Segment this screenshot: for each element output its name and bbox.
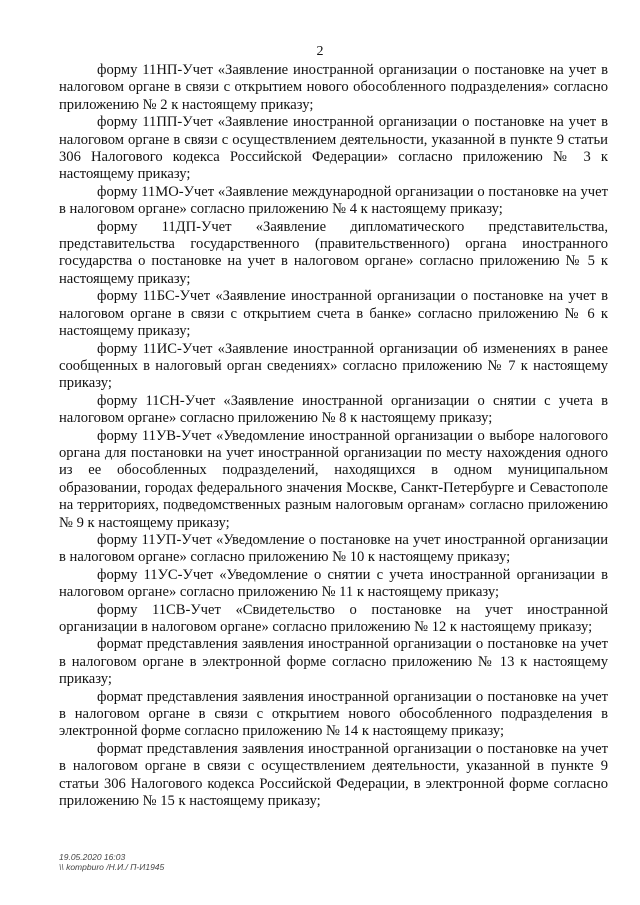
paragraph-form-11pp: форму 11ПП-Учет «Заявление иностранной организации о постановке на учет в налоговом органе в связи с осуществлением деятельности, указанной в пункте 9 статьи 306 Налогового кодекса Российской Федерации» согласно приложению № 3 к настоящему приказу;: [59, 114, 608, 183]
paragraph-form-11is: форму 11ИС-Учет «Заявление иностранной организации об изменениях в ранее сообщенных в налоговый орган сведениях» согласно приложению № 7 к настоящему приказу;: [59, 340, 608, 392]
document-body: [59, 62, 608, 810]
paragraph-form-11sv: форму 11СВ-Учет «Свидетельство о постановке на учет иностранной организации в налоговом органе» согласно приложению № 12 к настоящему приказу;: [59, 601, 608, 635]
paragraph-format-14: формат представления заявления иностранной организации о постановке на учет в налоговом органе в связи с открытием нового обособленного подразделения в электронной форме согласно приложению № 14 к настоящему приказу;: [59, 688, 608, 740]
paragraph-form-11mo: форму 11МО-Учет «Заявление международной организации о постановке на учет в налоговом органе» согласно приложению № 4 к настоящему приказу;: [59, 183, 608, 218]
page-number: 2: [316, 44, 324, 59]
paragraph-format-15: формат представления заявления иностранной организации о постановке на учет в налоговом органе в связи с осуществлением деятельности, указанной в пункте 9 статьи 306 Налогового кодекса Российской Федерации, в электронной форме согласно приложению № 15 к настоящему приказу;: [59, 740, 608, 810]
footer-file-path: \\ kompburo /Н.И./ П-И1945: [59, 862, 165, 872]
paragraph-form-11np: форму 11НП-Учет «Заявление иностранной организации о постановке на учет в налоговом органе в связи с открытием нового обособленного подразделения» согласно приложению № 2 к настоящему приказу;: [59, 62, 608, 113]
document-footer: [59, 852, 164, 872]
footer-date: 19.05.2020 16:03: [59, 852, 126, 862]
paragraph-form-11us: форму 11УС-Учет «Уведомление о снятии с учета иностранной организации в налоговом органе» согласно приложению № 11 к настоящему приказу;: [59, 566, 608, 601]
paragraph-form-11bs: форму 11БС-Учет «Заявление иностранной организации о постановке на учет в налоговом органе в связи с открытием счета в банке» согласно приложению № 6 к настоящему приказу;: [59, 288, 608, 340]
paragraph-form-11uv: форму 11УВ-Учет «Уведомление иностранной организации о выборе налогового органа для постановки на учет иностранной организации по месту нахождения одного из ее обособленных подразделений, находящихся в одном муниципальном образовании, городах федерального значения Москве, Санкт-Петербурге и Севастополе на территориях, подведомственных разным налоговым органам» согласно приложению № 9 к настоящему приказу;: [59, 427, 608, 531]
paragraph-form-11up: форму 11УП-Учет «Уведомление о постановке на учет иностранной организации в налоговом органе» согласно приложению № 10 к настоящему приказу;: [59, 531, 608, 566]
paragraph-form-11dp: форму 11ДП-Учет «Заявление дипломатического представительства, представительства государственного (правительственного) органа иностранного государства о постановке на учет в налоговом органе» согласно приложению № 5 к настоящему приказу;: [59, 218, 608, 287]
paragraph-form-11sn: форму 11СН-Учет «Заявление иностранной организации о снятии с учета в налоговом органе» согласно приложению № 8 к настоящему приказу;: [59, 392, 608, 427]
paragraph-format-13: формат представления заявления иностранной организации о постановке на учет в налоговом органе в электронной форме согласно приложению № 13 к настоящему приказу;: [59, 636, 608, 688]
